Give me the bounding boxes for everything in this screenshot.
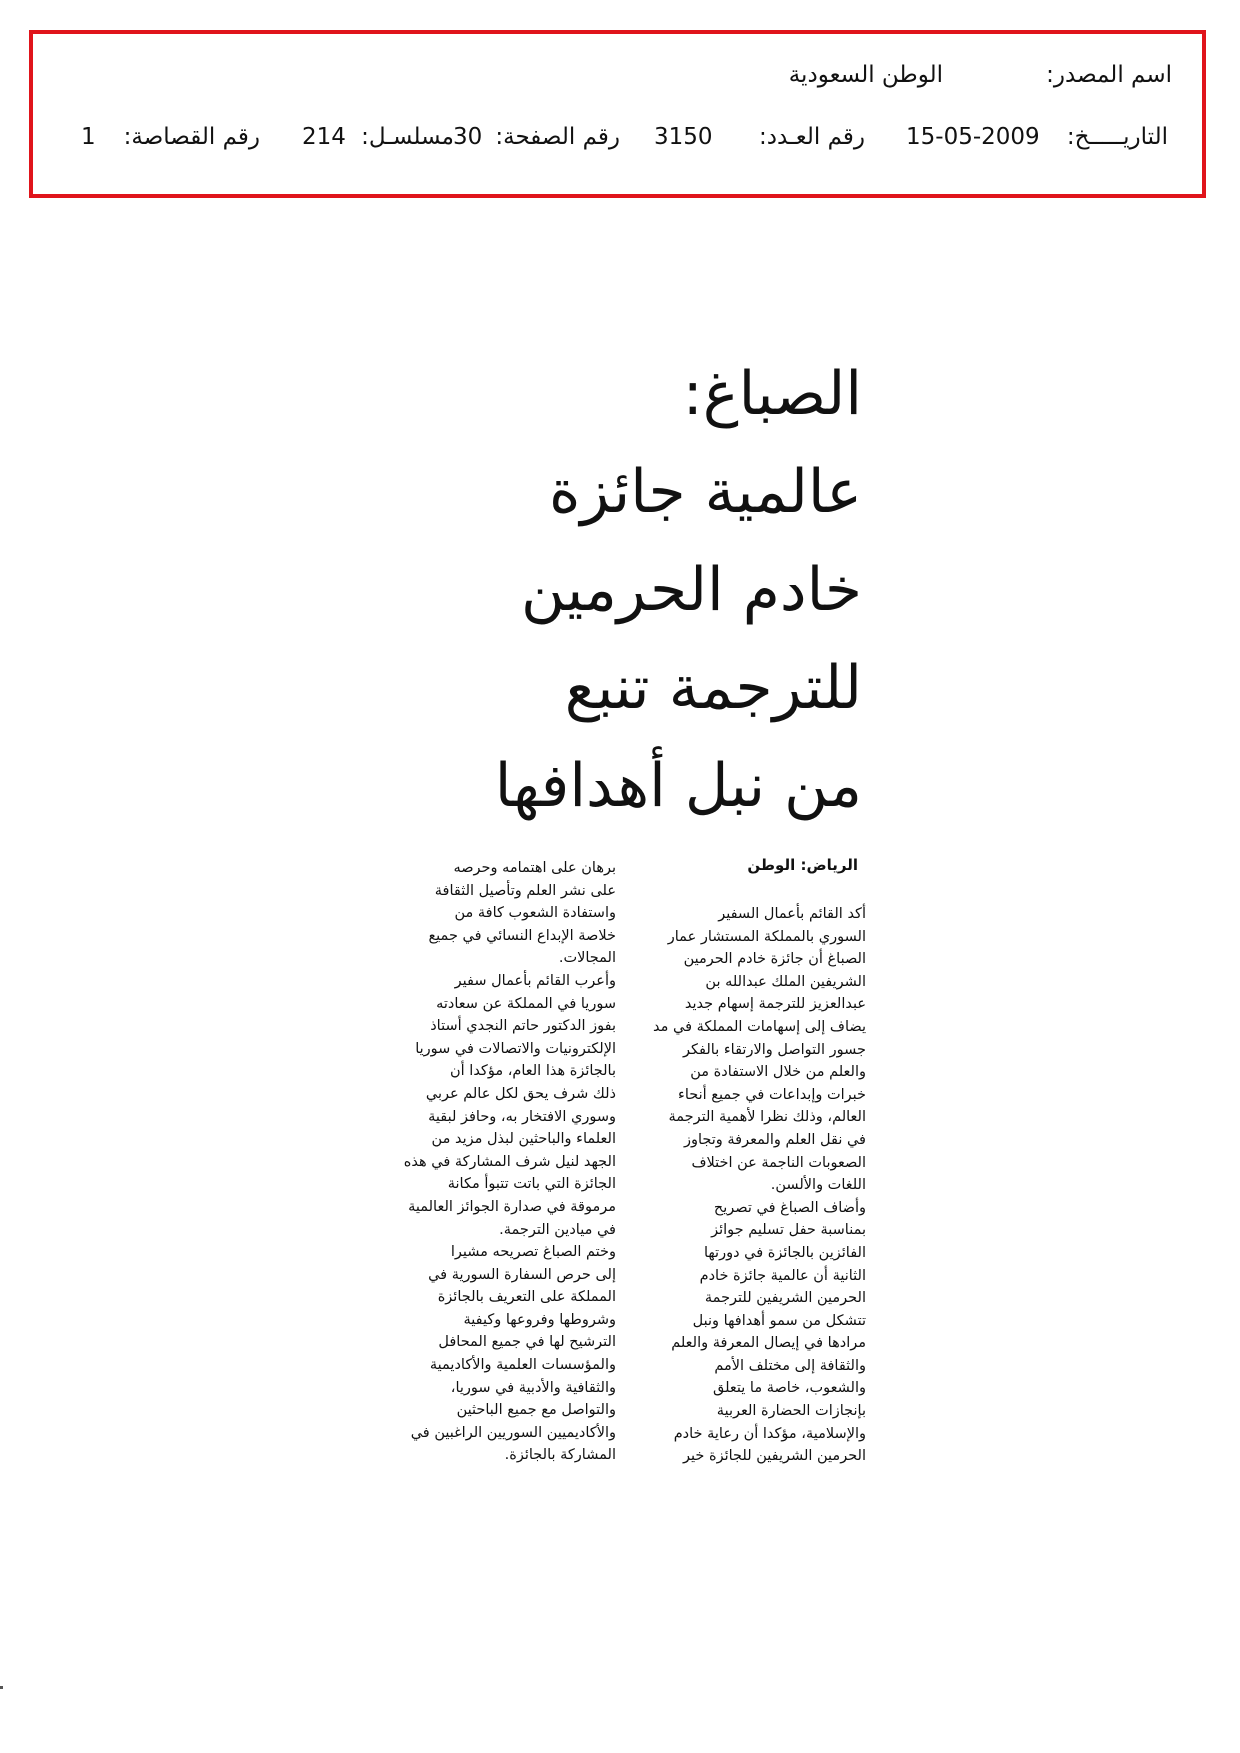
headline-line: الصباغ: xyxy=(682,359,862,429)
text-line: والثقافة إلى مختلف الأمم xyxy=(714,1357,866,1374)
text-line: الصباغ أن جائزة خادم الحرمين xyxy=(683,951,866,968)
text-line: سوريا في المملكة عن سعادته xyxy=(436,995,616,1012)
headline-line: عالمية جائزة xyxy=(548,457,862,527)
text-line: خلاصة الإبداع النسائي في جميع xyxy=(428,927,616,944)
text-line: المملكة على التعريف بالجائزة xyxy=(437,1289,616,1306)
text-line: والأكاديميين السوريين الراغبين في xyxy=(410,1424,616,1441)
text-line: وأعرب القائم بأعمال سفير xyxy=(454,972,616,989)
text-line: في نقل العلم والمعرفة وتجاوز xyxy=(683,1131,866,1148)
text-line: وأضاف الصباغ في تصريح xyxy=(713,1199,866,1216)
text-line: بإنجازات الحضارة العربية xyxy=(716,1403,866,1420)
article-headline xyxy=(380,345,862,835)
text-line: والعلم من خلال الاستفادة من xyxy=(690,1064,866,1081)
text-line: برهان على اهتمامه وحرصه xyxy=(453,860,616,876)
text-line: إلى حرص السفارة السورية في xyxy=(428,1266,616,1283)
text-line: والثقافية والأدبية في سوريا، xyxy=(450,1379,616,1396)
text-line: عبدالعزيز للترجمة إسهام جديد xyxy=(684,996,866,1013)
text-line: السوري بالمملكة المستشار عمار xyxy=(667,928,866,945)
text-line: الجهد لنيل شرف المشاركة في هذه xyxy=(403,1153,616,1170)
source-label: اسم المصدر: xyxy=(1046,62,1172,88)
text-line: وسوري الافتخار به، وحافز لبقية xyxy=(428,1108,616,1125)
text-line: والشعوب، خاصة ما يتعلق xyxy=(713,1380,866,1397)
text-line: الصعوبات الناجمة عن اختلاف xyxy=(691,1154,866,1171)
text-line: المجالات. xyxy=(558,950,616,967)
serial-label: مسلسـل: xyxy=(361,124,454,150)
text-line: والمؤسسات العلمية والأكاديمية xyxy=(429,1357,616,1374)
article-column-left xyxy=(371,857,616,1467)
text-line: بفوز الدكتور حاتم النجدي أستاذ xyxy=(430,1018,616,1035)
date-label: التاريـــــخ: xyxy=(1066,124,1168,150)
text-line: تتشكل من سمو أهدافها ونبل xyxy=(692,1312,866,1329)
text-line: الحرمين الشريفين للترجمة xyxy=(704,1290,866,1307)
date-value: 15-05-2009 xyxy=(906,124,1040,150)
headline-line: خادم الحرمين xyxy=(520,555,862,625)
text-line: مرموقة في صدارة الجوائز العالمية xyxy=(408,1198,616,1215)
text-line: الترشيح لها في جميع المحافل xyxy=(438,1334,616,1351)
text-line: الفائزين بالجائزة في دورتها xyxy=(703,1244,866,1261)
text-line: بمناسبة حفل تسليم جوائز xyxy=(711,1222,866,1239)
text-line: والإسلامية، مؤكدا أن رعاية خادم xyxy=(673,1425,866,1442)
text-line: أكد القائم بأعمال السفير xyxy=(718,906,866,922)
text-line: جسور التواصل والارتقاء بالفكر xyxy=(683,1041,866,1058)
issue-value: 3150 xyxy=(654,124,713,150)
source-value: الوطن السعودية xyxy=(788,62,943,88)
text-line: الحرمين الشريفين للجائزة خير xyxy=(683,1448,866,1465)
text-line: والتواصل مع جميع الباحثين xyxy=(456,1402,616,1419)
serial-value: 214 xyxy=(302,124,346,150)
text-line: وختم الصباغ تصريحه مشيرا xyxy=(450,1244,616,1261)
text-line: في ميادين الترجمة. xyxy=(499,1221,616,1238)
text-line: مرادها في إيصال المعرفة والعلم xyxy=(671,1335,866,1352)
article-column-right xyxy=(621,903,866,1468)
text-line: على نشر العلم وتأصيل الثقافة xyxy=(434,882,616,899)
issue-label: رقم العـدد: xyxy=(758,124,865,150)
text-line: يضاف إلى إسهامات المملكة في مد xyxy=(653,1018,866,1035)
clipping-label: رقم القصاصة: xyxy=(123,124,260,150)
text-line: العلماء والباحثين لبذل مزيد من xyxy=(431,1131,616,1148)
text-line: واستفادة الشعوب كافة من xyxy=(454,905,616,922)
text-line: ذلك شرف يحق لكل عالم عربي xyxy=(425,1085,616,1102)
text-line: الإلكترونيات والاتصالات في سوريا xyxy=(415,1040,616,1057)
headline-line: من نبل أهدافها xyxy=(494,751,862,821)
page-value: 30 xyxy=(453,124,483,150)
text-line: المشاركة بالجائزة. xyxy=(504,1447,616,1464)
text-line: اللغات والألسن. xyxy=(770,1177,866,1194)
page-label: رقم الصفحة: xyxy=(495,124,620,150)
text-line: الثانية أن عالمية جائزة خادم xyxy=(699,1267,866,1284)
clipping-value: 1 xyxy=(81,124,96,150)
metadata-frame xyxy=(29,30,1206,198)
byline: الرياض: الوطن xyxy=(747,856,858,874)
text-line: الجائزة التي باتت تتبوأ مكانة xyxy=(447,1176,616,1193)
text-line: خبرات وإبداعات في جميع أنحاء xyxy=(678,1086,866,1103)
scan-edge-mark xyxy=(0,1686,3,1689)
text-line: بالجائزة هذا العام، مؤكدا أن xyxy=(450,1063,616,1080)
text-line: وشروطها وفروعها وكيفية xyxy=(463,1311,616,1328)
text-line: الشريفين الملك عبدالله بن xyxy=(705,973,866,990)
headline-line: للترجمة تنبع xyxy=(564,653,862,723)
text-line: العالم، وذلك نظرا لأهمية الترجمة xyxy=(668,1109,866,1126)
